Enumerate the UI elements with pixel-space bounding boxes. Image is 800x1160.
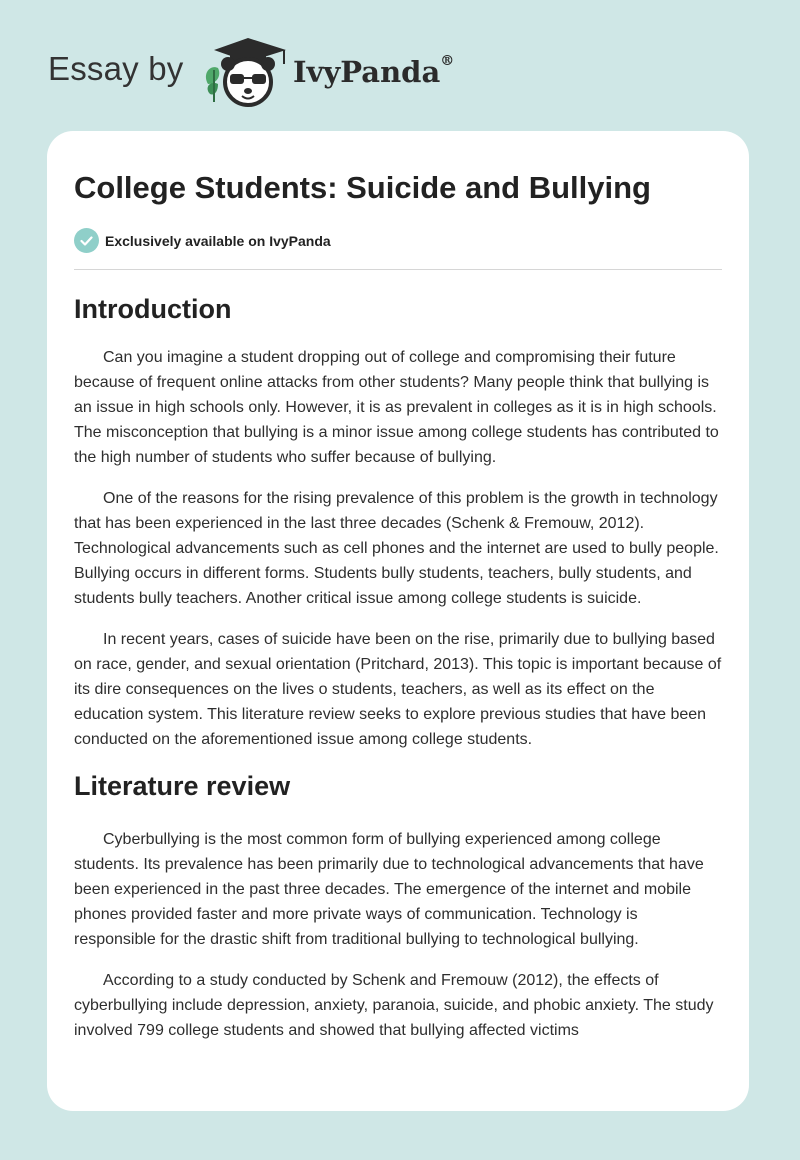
site-header [0, 0, 800, 130]
exclusive-badge [74, 228, 722, 254]
essay-by-label: Essay by [48, 50, 184, 87]
ivypanda-brand-name[interactable] [293, 55, 454, 89]
essay-card [47, 131, 749, 1111]
paragraph: According to a study conducted by Schenk and Fremouw (2012), the effects of cyberbullying include depression, anxiety, paranoia, suicide, and phobic anxiety. The study involved 799 college students and showed that bullying affected victims [74, 971, 714, 1039]
paragraph: Cyberbullying is the most common form of bullying experienced among college students. Its prevalence has been primarily due to technological advancements that have been experienced in the past three decades. The emergence of the internet and mobile phones provided faster and more private ways of communication. Technology is responsible for the drastic shift from traditional bullying to technological bullying. [74, 830, 704, 948]
section-heading-literature-review: Literature review [74, 771, 291, 802]
section-heading-introduction: Introduction [74, 293, 232, 324]
paragraph: Can you imagine a student dropping out of college and compromising their future because of frequent online attacks from other students? Many people think that bullying is an issue in high schools only. However, it is as prevalent in colleges as it is in high schools. The misconception that bullying is a minor issue among college students has contributed to the high number of students who suffer because of bullying. [74, 349, 719, 467]
check-icon [74, 228, 99, 253]
essay-title: College Students: Suicide and Bullying [74, 170, 651, 205]
panda-logo-icon[interactable] [200, 34, 292, 108]
brand-text: IvyPanda [293, 55, 441, 89]
paragraph: In recent years, cases of suicide have been on the rise, primarily due to bullying based on race, gender, and sexual orientation (Pritchard, 2013). This topic is important because of its dire consequences on the lives o students, teachers, as well as its effect on the education system. This literature review seeks to explore previous studies that have been conducted on the aforementioned issue among college students. [74, 631, 722, 749]
title-divider [74, 269, 722, 270]
paragraph: One of the reasons for the rising prevalence of this problem is the growth in technology that has been experienced in the last three decades (Schenk & Fremouw, 2012). Technological advancements such as cell phones and the internet are used to bully people. Bullying occurs in different forms. Students bully students, teachers, bully students, and students bully teachers. Another critical issue among college students is suicide. [74, 490, 719, 608]
registered-mark: ® [440, 53, 455, 69]
exclusive-badge-text: Exclusively available on IvyPanda [105, 232, 331, 249]
